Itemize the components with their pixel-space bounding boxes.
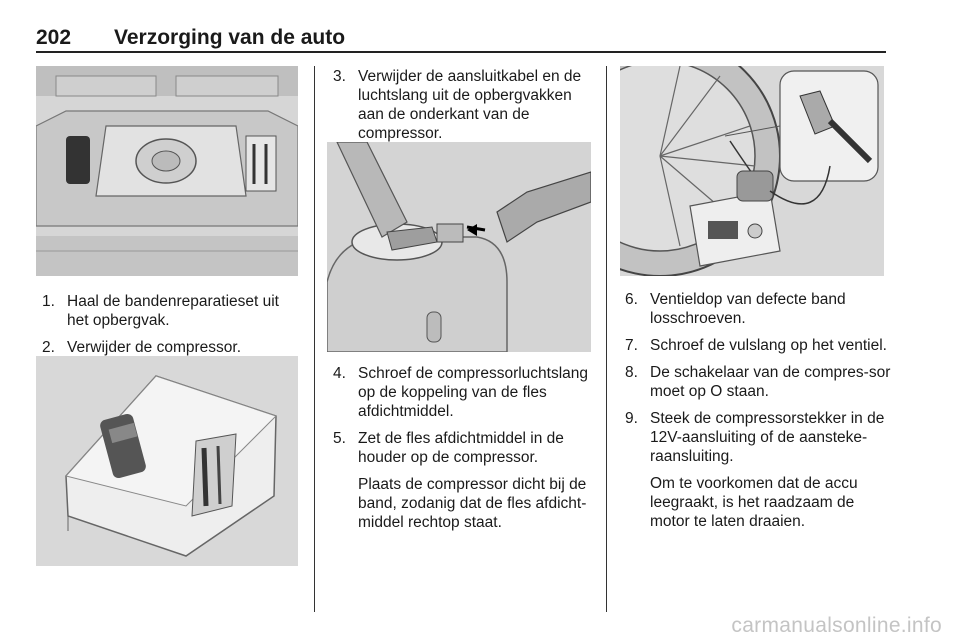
steps-column-1 <box>42 292 298 365</box>
page-header <box>36 18 886 52</box>
list-item: 4. Schroef de compressorluchtslang op de koppeling van de fles afdichtmiddel. <box>333 365 589 420</box>
list-item: 9. Steek de compressorstekker in de 12V-aansluiting of de aansteke-raansluiting. Om te voorkomen dat de accu leegraakt, is het raadzaam de motor te laten draaien. <box>625 410 885 530</box>
wheel-compressor-illustration <box>620 66 884 276</box>
steps-column-3 <box>625 290 891 539</box>
trunk-illustration <box>36 66 298 276</box>
list-item: 5. Zet de fles afdichtmiddel in de houder op de compressor. Plaats de compressor dicht bij de band, zodanig dat de fles afdicht-middel rechtop staat. <box>333 430 587 531</box>
list-item: 1. Haal de bandenreparatieset uit het opbergvak. <box>42 293 279 329</box>
list-item: 8. De schakelaar van de compres-sor moet op O staan. <box>625 364 891 400</box>
header-rule <box>36 51 886 53</box>
page-number: 202 <box>36 26 72 49</box>
page-title: Verzorging van de auto <box>114 26 346 49</box>
list-item: 6. Ventieldop van defecte band losschroeven. <box>625 291 846 327</box>
watermark: carmanualsonline.info <box>731 614 942 637</box>
compressor-illustration <box>36 356 298 566</box>
list-item: 3. Verwijder de aansluitkabel en de luchtslang uit de opbergvakken aan de onderkant van de compressor. <box>333 68 582 142</box>
column-divider-2 <box>606 66 607 612</box>
column-divider-1 <box>314 66 315 612</box>
steps-column-2a <box>333 67 595 151</box>
steps-column-2b <box>333 364 595 540</box>
list-item: 2. Verwijder de compressor. <box>42 339 242 356</box>
sealant-bottle-illustration <box>327 142 591 352</box>
list-item: 7. Schroef de vulslang op het ventiel. <box>625 337 887 354</box>
